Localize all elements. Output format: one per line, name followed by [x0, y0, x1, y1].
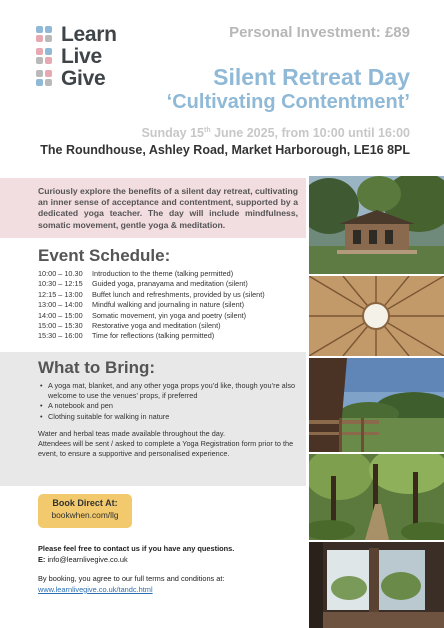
event-title: Silent Retreat Day — [213, 64, 410, 90]
logo-mark-icon — [36, 26, 56, 44]
event-date — [141, 126, 410, 140]
event-subtitle: ‘Cultivating Contentment’ — [166, 91, 410, 113]
personal-investment-price: Personal Investment: £89 — [229, 24, 410, 41]
schedule-time: 14:00 – 15:00 — [38, 310, 83, 320]
list-item: • A yoga mat, blanket, and any other yoga props you’d like, though you’re also welcome to use the venues’ props, if preferred — [38, 381, 300, 401]
contact-email-line — [38, 555, 300, 566]
terms-text: By booking, you agree to our full terms and conditions at: — [38, 574, 225, 584]
intro-band — [0, 178, 306, 238]
bring-heading: What to Bring: — [38, 358, 156, 377]
logo-word-learn: Learn — [61, 23, 117, 46]
schedule-row — [38, 290, 300, 300]
logo-word-give: Give — [61, 67, 106, 90]
schedule-row — [38, 269, 300, 279]
photo-interior-window — [309, 542, 444, 628]
list-item: • Clothing suitable for walking in nature — [38, 412, 300, 422]
photo-roundhouse-ceiling — [309, 276, 444, 356]
schedule-desc: Restorative yoga and meditation (silent) — [92, 321, 221, 331]
schedule-row — [38, 279, 300, 289]
schedule-time: 13:00 – 14:00 — [38, 300, 83, 310]
schedule-desc: Time for reflections (talking permitted) — [92, 331, 215, 341]
list-item: • A notebook and pen — [38, 401, 300, 411]
date-rest: June 2025, from 10:00 until 16:00 — [210, 126, 410, 140]
schedule-heading: Event Schedule: — [38, 246, 171, 265]
photo-roundhouse-exterior — [309, 176, 444, 274]
schedule-time: 10:30 – 12:15 — [38, 279, 83, 289]
schedule-row — [38, 311, 300, 321]
schedule-time: 12:15 – 13:00 — [38, 289, 83, 299]
book-direct-button[interactable] — [38, 494, 132, 528]
book-url[interactable]: bookwhen.com/llg — [51, 510, 119, 520]
schedule-row — [38, 321, 300, 331]
logo-mark-icon — [36, 48, 56, 66]
event-venue: The Roundhouse, Ashley Road, Market Harborough, LE16 8PL — [40, 143, 410, 157]
event-schedule — [0, 238, 306, 352]
bring-note-teas: Water and herbal teas made available throughout the day. — [38, 428, 226, 438]
terms-link[interactable]: www.learnlivegive.co.uk/tandc.html — [38, 584, 153, 594]
contact-section — [38, 544, 300, 595]
bring-note-registration: Attendees will be sent / asked to complete a Yoga Registration form prior to the event, to ensure a supportive and personalised experience. — [38, 439, 294, 459]
bring-note — [38, 429, 300, 460]
book-label: Book Direct At: — [52, 498, 118, 508]
logo-word-live: Live — [61, 45, 102, 68]
what-to-bring — [0, 352, 306, 486]
photo-woodland-path — [309, 454, 444, 540]
intro-text: Curiously explore the benefits of a silent day retreat, cultivating an inner sense of acceptance and contentment, supported by a dedicated yoga teacher. The day will include mindfulness, somatic movement, gentle yoga & meditation. — [38, 186, 298, 230]
schedule-row — [38, 300, 300, 310]
schedule-desc: Somatic movement, yin yoga and poetry (silent) — [92, 310, 247, 320]
contact-intro: Please feel free to contact us if you have any questions. — [38, 544, 235, 553]
schedule-desc: Introduction to the theme (talking permitted) — [92, 269, 234, 278]
email-label: E: — [38, 554, 46, 564]
schedule-time: 15:00 – 15:30 — [38, 321, 83, 331]
schedule-row — [38, 331, 300, 341]
schedule-time: 10:00 – 10.30 — [38, 269, 83, 278]
schedule-desc: Buffet lunch and refreshments, provided by us (silent) — [92, 289, 265, 299]
bring-list — [38, 381, 300, 422]
date-prefix: Sunday 15 — [141, 126, 204, 140]
schedule-desc: Mindful walking and journaling in nature (silent) — [92, 300, 245, 310]
photo-veranda-view — [309, 358, 444, 452]
brand-logo — [36, 24, 140, 90]
logo-mark-icon — [36, 70, 56, 88]
email-link[interactable]: info@learnlivegive.co.uk — [45, 554, 128, 564]
schedule-time: 15:30 – 16:00 — [38, 331, 83, 341]
schedule-desc: Guided yoga, pranayama and meditation (silent) — [92, 279, 248, 289]
date-ordinal: th — [204, 126, 211, 134]
